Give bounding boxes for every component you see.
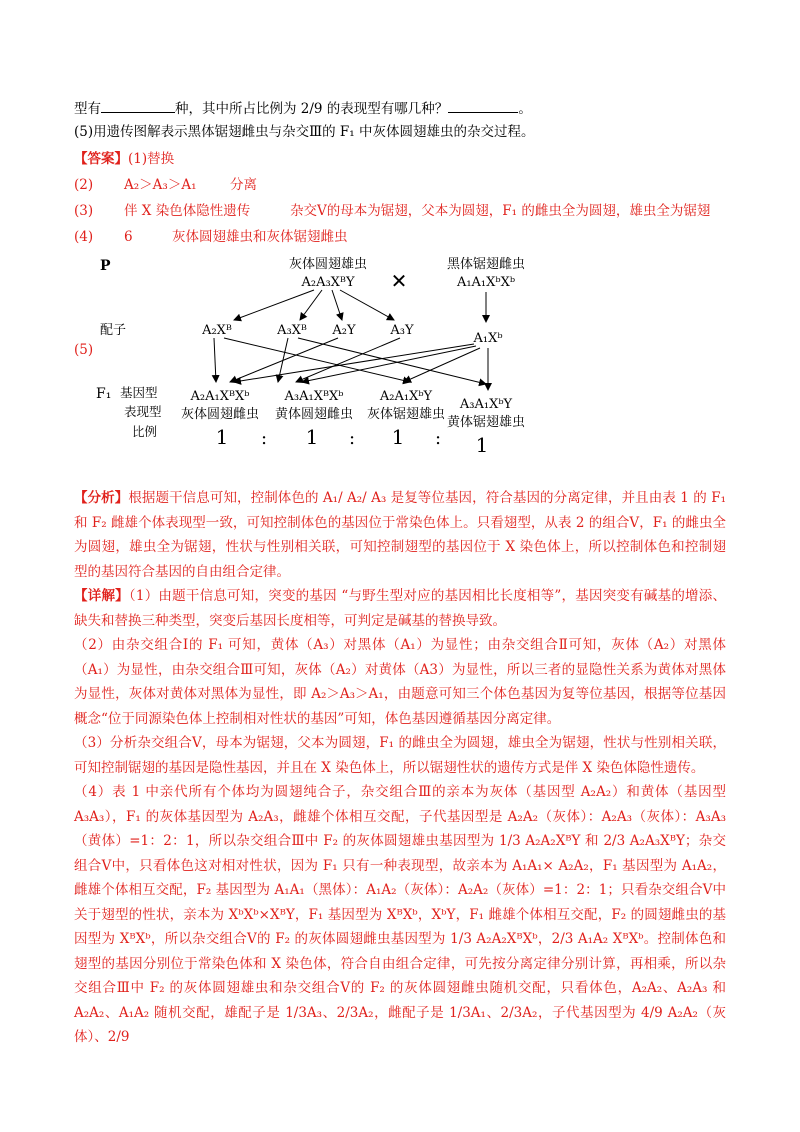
parent-male-name: 灰体圆翅雄虫 (288, 257, 368, 272)
offspring-phenotype-1: 灰体圆翅雌虫 (180, 407, 260, 422)
answer-line-1 (74, 149, 174, 169)
parent-female-name: 黑体锯翅雌虫 (446, 257, 526, 272)
offspring-phenotype-3: 灰体锯翅雄虫 (366, 407, 446, 422)
offspring-genotype-4: A₃A₁XᵇY (459, 397, 513, 412)
arrow-gf-o1 (234, 344, 474, 382)
parent-male-genotype: A₂A₃XᴮY (301, 275, 355, 290)
answer-4-num: (4) (74, 229, 94, 245)
cross-symbol: ✕ (390, 269, 408, 293)
genetic-cross-diagram (74, 250, 734, 460)
ratio-value-1: 1 (215, 425, 229, 449)
f1-label: F₁ (96, 386, 112, 402)
question-text-pre: 型有 (74, 101, 101, 117)
answer-3-text: 伴 X 染色体隐性遗传 (124, 203, 251, 219)
detail-paragraph-3: （3）分析杂交组合Ⅴ，母本为锯翅，父本为圆翅，F₁ 的雌虫全为圆翅，雄虫全为锯翅，性状与性别相关联，可知控制锯翅的基因是隐性基因，并且在 X 染色体上，所以锯翅性状的遗传方式是伴 X 染色体隐性遗传。 (74, 735, 726, 776)
offspring-genotype-2: A₃A₁XᴮXᵇ (284, 389, 344, 404)
gamete-male-2: A₃Xᴮ (277, 323, 307, 338)
arrow-g1-o1 (214, 338, 216, 382)
question-line-5: (5)用遗传图解表示黑体锯翅雌虫与杂交Ⅲ的 F₁ 中灰体圆翅雄虫的杂交过程。 (74, 124, 535, 140)
offspring-genotype-1: A₂A₁XᴮXᵇ (190, 389, 250, 404)
ratio-sep-3: : (434, 428, 442, 449)
analysis-paragraph (74, 486, 726, 584)
question-text-end: 。 (518, 101, 532, 117)
detail-paragraph-1 (74, 584, 726, 633)
answer-line-2 (74, 175, 257, 195)
gamete-male-4: A₃Y (390, 323, 414, 338)
analysis-label: 【分析】 (74, 490, 129, 506)
answer-line-4 (74, 227, 348, 247)
answer-2-text: A₂＞A₃＞A₁ (124, 177, 197, 193)
question-text-mid: 种，其中所占比例为 2/9 的表现型有哪几种？ (175, 101, 449, 117)
answer-1: (1)替换 (128, 151, 175, 167)
answer-5-num: (5) (74, 342, 94, 358)
answer-blank-2 (448, 98, 518, 113)
analysis-text: 根据题干信息可知，控制体色的 A₁/ A₂/ A₃ 是复等位基因，符合基因的分离定律，并且由表 1 的 F₁ 和 F₂ 雌雄个体表现型一致，可知控制体色的基因位于常染色体上。只看翅型，从表 2 的组合Ⅴ，F₁ 的雌虫全为圆翅，雄虫全为锯翅，性状与性别相关联，可知控制翅型的基因位于 X 染色体上，所以控制体色和控制翅型的基因符合基因的自由组合定律。 (74, 490, 726, 580)
parent-female-genotype: A₁A₁XᵇXᵇ (456, 275, 516, 290)
arrow-g3-o1 (230, 338, 338, 382)
ratio-value-4: 1 (475, 433, 489, 457)
analysis-section (74, 486, 726, 1050)
answer-2-extra: 分离 (230, 177, 257, 193)
detail-paragraph-4: （4）表 1 中亲代所有个体均为圆翅纯合子，杂交组合Ⅲ的亲本为灰体（基因型 A₂A₂）和黄体（基因型 A₃A₃），F₁ 的灰体基因型为 A₂A₃，雌雄个体相互交配，子代基因型是 A₂A₂（灰体）：A₂A₃（灰体）：A₃A₃（黄体）=1：2：1，所以杂交组合Ⅲ中 F₂ 的灰体圆翅雄虫基因型为 1/3 A₂A₂XᴮY 和 2/3 A₂A₃XᴮY；杂交组合Ⅴ中，只看体色这对相对性状，因为 F₁ 只有一种表现型，故亲本为 A₁A₁⨯ A₂A₂，F₁ 基因型为 A₁A₂，雌雄个体相互交配，F₂ 基因型为 A₁A₁（黑体）：A₁A₂（灰体）：A₂A₂（灰体）=1：2：1；只看杂交组合Ⅴ中关于翅型的性状，亲本为 XᵇXᵇ⨯XᴮY，F₁ 基因型为 XᴮXᵇ，XᵇY，F₁ 雌雄个体相互交配，F₂ 的圆翅雌虫的基因型为 XᴮXᵇ，所以杂交组合Ⅴ的 F₂ 的灰体圆翅雌虫基因型为 1/3 A₂A₂XᴮXᵇ，2/3 A₁A₂ XᴮXᵇ。控制体色和翅型的基因分别位于常染色体和 X 染色体，符合自由组合定律，可先按分离定律分别计算，再相乘，所以杂交组合Ⅲ中 F₂ 的灰体圆翅雄虫和杂交组合Ⅴ的 F₂ 的灰体圆翅雌虫随机交配，只看体色，A₂A₂、A₂A₃ 和 A₂A₂、A₁A₂ 随机交配，雄配子是 1/3A₃、2/3A₂，雌配子是 1/3A₁、2/3A₂，子代基因型为 4/9 A₂A₂（灰体）、2/9 (74, 784, 726, 1045)
ratio-value-2: 1 (305, 425, 319, 449)
answer-label: 【答案】 (74, 151, 128, 167)
gamete-male-1: A₂Xᴮ (202, 323, 232, 338)
genotype-row-label: 基因型 (120, 385, 158, 400)
arrow-g1-o3 (224, 338, 410, 382)
offspring-genotype-3: A₂A₁XᵇY (379, 389, 433, 404)
answer-blank-1 (101, 98, 175, 113)
gamete-female: A₁Xᵇ (473, 331, 503, 346)
answer-3-num: (3) (74, 203, 94, 219)
answer-4-text: 6 (124, 229, 133, 245)
answer-3-extra: 杂交Ⅴ的母本为锯翅，父本为圆翅，F₁ 的雌虫全为圆翅，雄虫全为锯翅 (290, 203, 711, 219)
p-generation-label: P (100, 258, 111, 274)
arrow-p-to-gamete-4 (340, 290, 394, 320)
gamete-row-label: 配子 (100, 323, 127, 338)
detail-text-1: （1）由题干信息可知，突变的基因 “与野生型对应的基因相比长度相等”，基因突变有碱基的增添、缺失和替换三种类型，突变后基因长度相等，可判定是碱基的替换导致。 (74, 588, 726, 629)
phenotype-row-label: 表现型 (124, 404, 162, 419)
arrow-p-to-gamete-1 (234, 290, 314, 320)
offspring-phenotype-2: 黄体圆翅雌虫 (274, 407, 354, 422)
gamete-male-3: A₂Y (332, 323, 356, 338)
offspring-phenotype-4: 黄体锯翅雄虫 (446, 415, 526, 430)
ratio-sep-2: : (348, 428, 356, 449)
question-line-4 (74, 98, 532, 119)
arrow-g4-o2 (296, 338, 400, 382)
ratio-value-3: 1 (391, 425, 405, 449)
ratio-row-label: 比例 (132, 424, 158, 439)
ratio-sep-1: : (260, 428, 268, 449)
answer-line-3 (74, 201, 710, 221)
detail-label: 【详解】 (74, 588, 129, 604)
answer-4-extra: 灰体圆翅雄虫和灰体锯翅雌虫 (172, 229, 348, 245)
detail-paragraph-2: （2）由杂交组合Ⅰ的 F₁ 可知，黄体（A₃）对黑体（A₁）为显性；由杂交组合Ⅱ可知，灰体（A₂）对黑体（A₁）为显性，由杂交组合Ⅲ可知，灰体（A₂）对黄体（A3）为显性，所以三者的显隐性关系为黄体对黑体为显性，灰体对黄体对黑体为显性，即 A₂＞A₃＞A₁，由题意可知三个体色基因为复等位基因，根据等位基因概念“位于同源染色体上控制相对性状的基因”可知，体色基因遵循基因分离定律。 (74, 637, 726, 727)
arrow-p-to-gamete-3 (332, 290, 342, 320)
answer-2-num: (2) (74, 177, 94, 193)
